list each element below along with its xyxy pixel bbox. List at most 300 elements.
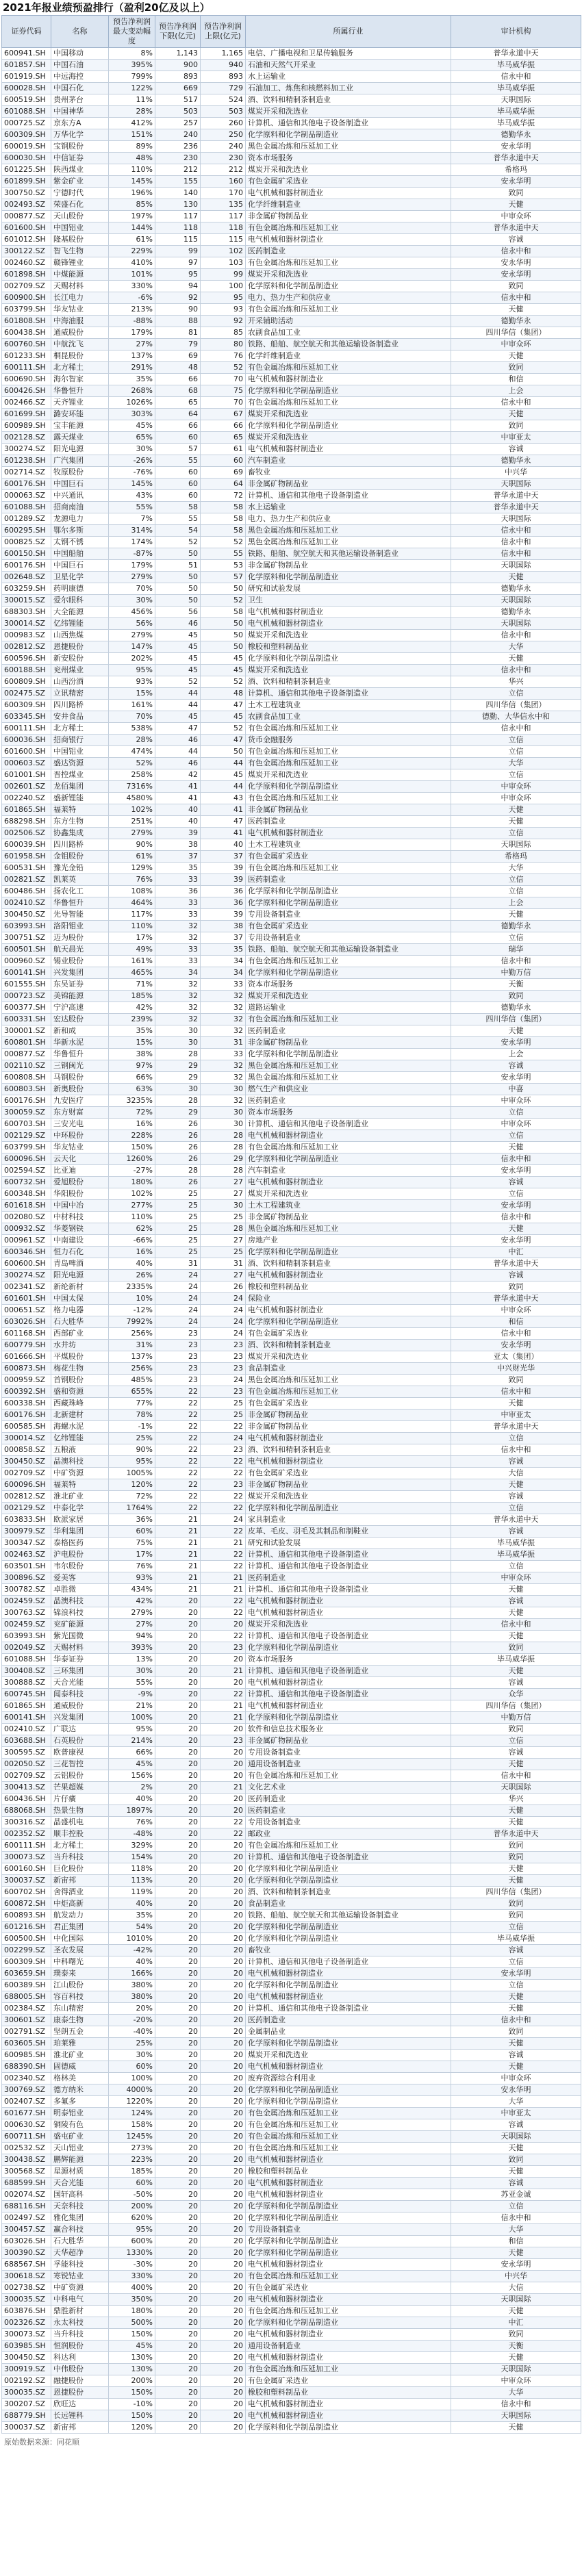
cell-name: 立讯精密 <box>51 688 109 700</box>
cell-auditor: 立信 <box>451 1130 581 1142</box>
cell-auditor: 华兴 <box>451 676 581 688</box>
cell-name: 中国巨石 <box>51 560 109 572</box>
cell-code: 300073.SZ <box>2 1852 51 1863</box>
table-row <box>2 513 581 525</box>
cell-industry: 煤炭开采和洗选业 <box>246 991 451 1002</box>
cell-profit-low: 20 <box>155 1607 201 1619</box>
cell-auditor: 上会 <box>451 385 581 397</box>
cell-change: 94% <box>109 1631 155 1642</box>
cell-change: -76% <box>109 467 155 479</box>
cell-industry: 电气机械和器材制造业 <box>246 2329 451 2341</box>
cell-industry: 电气机械和器材制造业 <box>246 1596 451 1607</box>
cell-profit-high: 55 <box>201 548 246 560</box>
cell-change: 76% <box>109 1561 155 1572</box>
table-row <box>2 2178 581 2189</box>
cell-auditor: 德勤华永 <box>451 583 581 595</box>
cell-change: 158% <box>109 2119 155 2131</box>
cell-code: 600377.SH <box>2 1002 51 1014</box>
table-row <box>2 1444 581 1456</box>
cell-change: 30% <box>109 1666 155 1677</box>
cell-profit-low: 26 <box>155 1130 201 1142</box>
cell-name: 珀莱雅 <box>51 2038 109 2050</box>
table-row <box>2 188 581 199</box>
cell-name: 北方稀土 <box>51 1840 109 1852</box>
cell-profit-high: 22 <box>201 1607 246 1619</box>
cell-code: 688779.SH <box>2 2410 51 2422</box>
cell-name: 露天煤业 <box>51 432 109 444</box>
cell-industry: 电气机械和器材制造业 <box>246 2259 451 2271</box>
cell-industry: 化学原料和化学制品制造业 <box>246 897 451 909</box>
cell-industry: 化学原料和化学制品制造业 <box>246 1503 451 1514</box>
header-auditor: 审计机构 <box>451 16 581 48</box>
cell-name: 德方纳米 <box>51 2084 109 2096</box>
cell-change: 42% <box>109 1002 155 1014</box>
cell-profit-high: 20 <box>201 2317 246 2329</box>
cell-change: 35% <box>109 1910 155 1922</box>
cell-change: 78% <box>109 1410 155 1421</box>
cell-name: 固德威 <box>51 2061 109 2073</box>
cell-code: 300601.SZ <box>2 2015 51 2026</box>
cell-name: 韦尔股份 <box>51 1561 109 1572</box>
cell-change: 10% <box>109 1293 155 1305</box>
cell-industry: 化学原料和化学制品制造业 <box>246 281 451 292</box>
cell-change: 291% <box>109 362 155 374</box>
cell-profit-low: 44 <box>155 688 201 700</box>
cell-profit-high: 20 <box>201 2061 246 2073</box>
cell-auditor: 安永华明 <box>451 2259 581 2271</box>
cell-auditor: 普华永道中天 <box>451 222 581 234</box>
cell-name: 华友钴业 <box>51 304 109 316</box>
cell-change: 434% <box>109 1584 155 1596</box>
cell-change: 474% <box>109 746 155 758</box>
cell-code: 600803.SH <box>2 1084 51 1095</box>
cell-profit-low: 20 <box>155 1805 201 1817</box>
cell-profit-low: 20 <box>155 2271 201 2282</box>
cell-industry: 燃气生产和供应业 <box>246 1084 451 1095</box>
table-row <box>2 409 581 420</box>
table-row <box>2 1607 581 1619</box>
cell-change: 70% <box>109 583 155 595</box>
cell-code: 600176.SH <box>2 479 51 490</box>
cell-code: 000063.SZ <box>2 490 51 502</box>
cell-profit-high: 21 <box>201 1572 246 1584</box>
cell-profit-low: 20 <box>155 1654 201 1666</box>
cell-industry: 电气机械和器材制造业 <box>246 444 451 455</box>
cell-profit-low: 22 <box>155 1386 201 1398</box>
cell-auditor: 天健 <box>451 1666 581 1677</box>
cell-name: 华利集团 <box>51 1526 109 1538</box>
cell-profit-high: 20 <box>201 1654 246 1666</box>
cell-profit-low: 22 <box>155 1468 201 1479</box>
cell-change: 130% <box>109 2352 155 2364</box>
cell-code: 600150.SH <box>2 548 51 560</box>
cell-change: 229% <box>109 246 155 257</box>
cell-auditor: 信永中和 <box>451 2015 581 2026</box>
cell-profit-low: 52 <box>155 676 201 688</box>
cell-code: 601666.SH <box>2 1351 51 1363</box>
cell-code: 300037.SZ <box>2 1875 51 1887</box>
cell-change: 393% <box>109 1642 155 1654</box>
cell-auditor: 天职国际 <box>451 94 581 106</box>
cell-change: 179% <box>109 327 155 339</box>
cell-auditor: 安永华明 <box>451 257 581 269</box>
cell-name: 星源材质 <box>51 2166 109 2178</box>
cell-profit-low: 21 <box>155 1514 201 1526</box>
cell-change: 55% <box>109 1677 155 1689</box>
cell-industry: 电气机械和器材制造业 <box>246 2352 451 2364</box>
table-row <box>2 1584 581 1596</box>
cell-change: 11% <box>109 94 155 106</box>
cell-code: 000959.SZ <box>2 1375 51 1386</box>
cell-change: 101% <box>109 269 155 281</box>
cell-industry: 计算机、通信和其他电子设备制造业 <box>246 1561 451 1572</box>
cell-change: 85% <box>109 199 155 211</box>
cell-industry: 有色金属冶炼和压延加工业 <box>246 2143 451 2154</box>
cell-name: 锡业股份 <box>51 956 109 967</box>
cell-name: 青岛啤酒 <box>51 1258 109 1270</box>
cell-profit-low: 26 <box>155 1177 201 1188</box>
cell-change: 456% <box>109 607 155 618</box>
cell-profit-high: 24 <box>201 1293 246 1305</box>
cell-auditor: 立信 <box>451 688 581 700</box>
cell-profit-high: 20 <box>201 2375 246 2387</box>
cell-code: 600600.SH <box>2 1258 51 1270</box>
cell-auditor: 普华永道中天 <box>451 1514 581 1526</box>
cell-code: 601600.SH <box>2 222 51 234</box>
cell-change: 151% <box>109 129 155 141</box>
cell-code: 002049.SZ <box>2 1642 51 1654</box>
table-row <box>2 1153 581 1165</box>
cell-profit-low: 20 <box>155 2282 201 2294</box>
cell-auditor: 立信 <box>451 1561 581 1572</box>
cell-profit-low: 20 <box>155 1596 201 1607</box>
table-row <box>2 1025 581 1037</box>
cell-auditor: 上会 <box>451 1049 581 1060</box>
cell-auditor: 中审众环 <box>451 793 581 804</box>
cell-change: 90% <box>109 1444 155 1456</box>
table-row <box>2 828 581 839</box>
cell-change: 108% <box>109 886 155 897</box>
table-row <box>2 1316 581 1328</box>
cell-profit-low: 94 <box>155 281 201 292</box>
cell-profit-high: 75 <box>201 385 246 397</box>
cell-profit-high: 729 <box>201 83 246 94</box>
cell-profit-low: 20 <box>155 2178 201 2189</box>
cell-profit-low: 46 <box>155 758 201 769</box>
cell-change: 76% <box>109 1817 155 1828</box>
cell-profit-low: 45 <box>155 711 201 723</box>
cell-change: 17% <box>109 1549 155 1561</box>
cell-name: 协鑫集成 <box>51 828 109 839</box>
cell-profit-high: 20 <box>201 1910 246 1922</box>
cell-industry: 非金属矿物制品业 <box>246 1735 451 1747</box>
cell-name: 石英股份 <box>51 1735 109 1747</box>
cell-profit-low: 48 <box>155 362 201 374</box>
cell-industry: 化学原料和化学制品制造业 <box>246 2247 451 2259</box>
table-row <box>2 374 581 385</box>
cell-code: 002240.SZ <box>2 793 51 804</box>
cell-auditor: 希格玛 <box>451 164 581 176</box>
cell-auditor: 信永中和 <box>451 292 581 304</box>
cell-industry: 有色金属矿采选业 <box>246 921 451 932</box>
cell-profit-low: 155 <box>155 176 201 188</box>
cell-profit-high: 20 <box>201 2282 246 2294</box>
cell-profit-low: 1,143 <box>155 48 201 60</box>
cell-industry: 非金属矿物制品业 <box>246 1212 451 1223</box>
cell-profit-high: 20 <box>201 1794 246 1805</box>
cell-profit-low: 36 <box>155 886 201 897</box>
cell-name: 贵州茅台 <box>51 94 109 106</box>
table-row <box>2 2329 581 2341</box>
cell-profit-low: 20 <box>155 1642 201 1654</box>
cell-industry: 医药制造业 <box>246 874 451 886</box>
header-name: 名称 <box>51 16 109 48</box>
cell-auditor: 容诚 <box>451 2050 581 2061</box>
cell-name: 巨化股份 <box>51 1863 109 1875</box>
cell-name: 天齐锂业 <box>51 397 109 409</box>
cell-name: 顺丰控股 <box>51 1828 109 1840</box>
cell-profit-high: 103 <box>201 257 246 269</box>
cell-auditor: 天健 <box>451 1875 581 1887</box>
cell-profit-low: 20 <box>155 2352 201 2364</box>
table-row <box>2 164 581 176</box>
cell-auditor: 致同 <box>451 188 581 199</box>
cell-change: 179% <box>109 560 155 572</box>
cell-profit-low: 97 <box>155 257 201 269</box>
cell-code: 600096.SH <box>2 1479 51 1491</box>
cell-change: 45% <box>109 1759 155 1770</box>
table-row <box>2 793 581 804</box>
cell-code: 000651.SZ <box>2 1305 51 1316</box>
cell-profit-low: 51 <box>155 560 201 572</box>
cell-profit-high: 31 <box>201 1258 246 1270</box>
cell-auditor: 致同 <box>451 1281 581 1293</box>
cell-auditor: 立信 <box>451 1433 581 1444</box>
cell-profit-high: 20 <box>201 2341 246 2352</box>
cell-auditor: 天职国际 <box>451 2294 581 2306</box>
cell-industry: 电气机械和器材制造业 <box>246 1130 451 1142</box>
table-row <box>2 1165 581 1177</box>
cell-industry: 煤炭开采和洗选业 <box>246 665 451 676</box>
cell-profit-low: 20 <box>155 1782 201 1794</box>
cell-profit-high: 20 <box>201 2387 246 2399</box>
cell-change: 412% <box>109 118 155 129</box>
cell-auditor: 天健 <box>451 1607 581 1619</box>
cell-auditor: 致同 <box>451 281 581 292</box>
cell-code: 002466.SZ <box>2 397 51 409</box>
cell-profit-high: 32 <box>201 1025 246 1037</box>
cell-name: 天山股份 <box>51 211 109 222</box>
cell-change: 110% <box>109 164 155 176</box>
cell-profit-low: 25 <box>155 1247 201 1258</box>
table-row <box>2 2015 581 2026</box>
cell-name: 三安光电 <box>51 1119 109 1130</box>
cell-industry: 有色金属矿采选业 <box>246 2375 451 2387</box>
cell-profit-low: 240 <box>155 129 201 141</box>
cell-industry: 煤炭开采和洗选业 <box>246 1619 451 1631</box>
table-row <box>2 758 581 769</box>
cell-auditor: 天健 <box>451 804 581 816</box>
cell-name: 爱旭股份 <box>51 1177 109 1188</box>
cell-auditor: 天健 <box>451 2306 581 2317</box>
cell-change: 202% <box>109 653 155 665</box>
cell-auditor: 容诚 <box>451 1177 581 1188</box>
cell-profit-low: 20 <box>155 1817 201 1828</box>
cell-industry: 化学原料和化学制品制造业 <box>246 1642 451 1654</box>
cell-profit-high: 27 <box>201 1177 246 1188</box>
cell-profit-high: 20 <box>201 2224 246 2236</box>
cell-auditor: 信永中和 <box>451 1619 581 1631</box>
cell-profit-high: 22 <box>201 1561 246 1572</box>
cell-industry: 有色金属冶炼和压延加工业 <box>246 758 451 769</box>
cell-profit-low: 20 <box>155 1712 201 1724</box>
table-row <box>2 211 581 222</box>
table-row <box>2 1491 581 1503</box>
cell-auditor: 天健 <box>451 1584 581 1596</box>
cell-name: 万华化学 <box>51 129 109 141</box>
table-row <box>2 1689 581 1700</box>
cell-profit-low: 57 <box>155 444 201 455</box>
cell-code: 601857.SH <box>2 60 51 71</box>
cell-industry: 有色金属矿采选业 <box>246 1328 451 1340</box>
cell-auditor: 天健 <box>451 2038 581 2050</box>
cell-name: 芒果超媒 <box>51 1782 109 1794</box>
table-row <box>2 1072 581 1084</box>
cell-auditor: 中审众环 <box>451 1119 581 1130</box>
cell-profit-high: 70 <box>201 374 246 385</box>
cell-change: 400% <box>109 2282 155 2294</box>
cell-name: 卫星化学 <box>51 572 109 583</box>
cell-profit-high: 20 <box>201 2096 246 2108</box>
cell-name: 四川路桥 <box>51 839 109 851</box>
cell-change: 119% <box>109 1887 155 1898</box>
cell-name: 天合光能 <box>51 1677 109 1689</box>
cell-change: 102% <box>109 1188 155 1200</box>
cell-code: 300413.SZ <box>2 1782 51 1794</box>
table-row <box>2 2201 581 2212</box>
cell-industry: 煤炭开采和洗选业 <box>246 1188 451 1200</box>
cell-auditor: 毕马威华振 <box>451 83 581 94</box>
table-row <box>2 304 581 316</box>
cell-profit-high: 20 <box>201 1991 246 2003</box>
cell-profit-low: 20 <box>155 2015 201 2026</box>
cell-code: 600500.SH <box>2 1933 51 1945</box>
cell-name: 华菱钢铁 <box>51 1223 109 1235</box>
cell-code: 600141.SH <box>2 967 51 979</box>
table-row <box>2 1305 581 1316</box>
cell-profit-high: 20 <box>201 1922 246 1933</box>
cell-industry: 电气机械和器材制造业 <box>246 1607 451 1619</box>
table-row <box>2 246 581 257</box>
table-row <box>2 1119 581 1130</box>
cell-profit-low: 115 <box>155 234 201 246</box>
cell-code: 601898.SH <box>2 269 51 281</box>
cell-name: 东方生物 <box>51 816 109 828</box>
cell-change: 89% <box>109 141 155 153</box>
table-row <box>2 1782 581 1794</box>
cell-profit-high: 32 <box>201 1095 246 1107</box>
cell-code: 000960.SZ <box>2 956 51 967</box>
cell-auditor: 天健 <box>451 2422 581 2434</box>
cell-code: 002532.SZ <box>2 2143 51 2154</box>
cell-industry: 专用设备制造业 <box>246 2224 451 2236</box>
cell-auditor: 容诚 <box>451 1526 581 1538</box>
cell-profit-low: 50 <box>155 548 201 560</box>
cell-profit-low: 33 <box>155 897 201 909</box>
cell-industry: 计算机、通信和其他电子设备制造业 <box>246 1666 451 1677</box>
cell-profit-low: 22 <box>155 1421 201 1433</box>
cell-code: 600596.SH <box>2 653 51 665</box>
cell-profit-low: 21 <box>155 1526 201 1538</box>
cell-code: 300457.SZ <box>2 2224 51 2236</box>
cell-name: 宏达股份 <box>51 1014 109 1025</box>
cell-name: 中兴通讯 <box>51 490 109 502</box>
cell-industry: 有色金属冶炼和压延加工业 <box>246 1386 451 1398</box>
cell-industry: 电气机械和器材制造业 <box>246 1456 451 1468</box>
cell-change: 256% <box>109 1363 155 1375</box>
cell-industry: 化学原料和化学制品制造业 <box>246 2201 451 2212</box>
cell-auditor: 普华永道中天 <box>451 1421 581 1433</box>
cell-profit-low: 26 <box>155 1153 201 1165</box>
cell-change: 55% <box>109 502 155 513</box>
cell-industry: 皮革、毛皮、羽毛及其制品和制鞋业 <box>246 1526 451 1538</box>
cell-profit-low: 20 <box>155 2003 201 2015</box>
table-row <box>2 1014 581 1025</box>
cell-auditor: 众华 <box>451 1689 581 1700</box>
cell-industry: 有色金属冶炼和压延加工业 <box>246 397 451 409</box>
table-row <box>2 1898 581 1910</box>
cell-profit-low: 20 <box>155 1898 201 1910</box>
cell-profit-high: 20 <box>201 1898 246 1910</box>
table-row <box>2 1759 581 1770</box>
table-row <box>2 1258 581 1270</box>
cell-code: 601168.SH <box>2 1328 51 1340</box>
cell-change: 150% <box>109 2410 155 2422</box>
cell-profit-high: 20 <box>201 2352 246 2364</box>
cell-change: 76% <box>109 874 155 886</box>
cell-change: 2335% <box>109 1281 155 1293</box>
cell-profit-high: 38 <box>201 921 246 932</box>
cell-profit-low: 58 <box>155 502 201 513</box>
cell-code: 300207.SZ <box>2 2399 51 2410</box>
cell-profit-low: 24 <box>155 1293 201 1305</box>
cell-profit-high: 102 <box>201 246 246 257</box>
table-row <box>2 2259 581 2271</box>
cell-name: 中国中冶 <box>51 1200 109 1212</box>
table-row <box>2 921 581 932</box>
cell-profit-low: 140 <box>155 188 201 199</box>
cell-industry: 计算机、通信和其他电子设备制造业 <box>246 1956 451 1968</box>
table-row <box>2 1852 581 1863</box>
cell-profit-low: 29 <box>155 1072 201 1084</box>
cell-change: 28% <box>109 106 155 118</box>
cell-name: 九安医疗 <box>51 1095 109 1107</box>
cell-change: 93% <box>109 676 155 688</box>
cell-profit-high: 27 <box>201 1235 246 1247</box>
cell-industry: 铁路、船舶、航空航天和其他运输设备制造业 <box>246 548 451 560</box>
cell-name: 盛新锂能 <box>51 793 109 804</box>
cell-auditor: 天健 <box>451 1025 581 1037</box>
cell-change: 27% <box>109 339 155 350</box>
cell-code: 002459.SZ <box>2 1596 51 1607</box>
cell-auditor: 容诚 <box>451 234 581 246</box>
cell-profit-high: 45 <box>201 665 246 676</box>
cell-industry: 电气机械和器材制造业 <box>246 828 451 839</box>
cell-change: 13% <box>109 1654 155 1666</box>
cell-name: 明泰铝业 <box>51 2108 109 2119</box>
cell-auditor: 大华 <box>451 758 581 769</box>
cell-industry: 有色金属冶炼和压延加工业 <box>246 2306 451 2317</box>
